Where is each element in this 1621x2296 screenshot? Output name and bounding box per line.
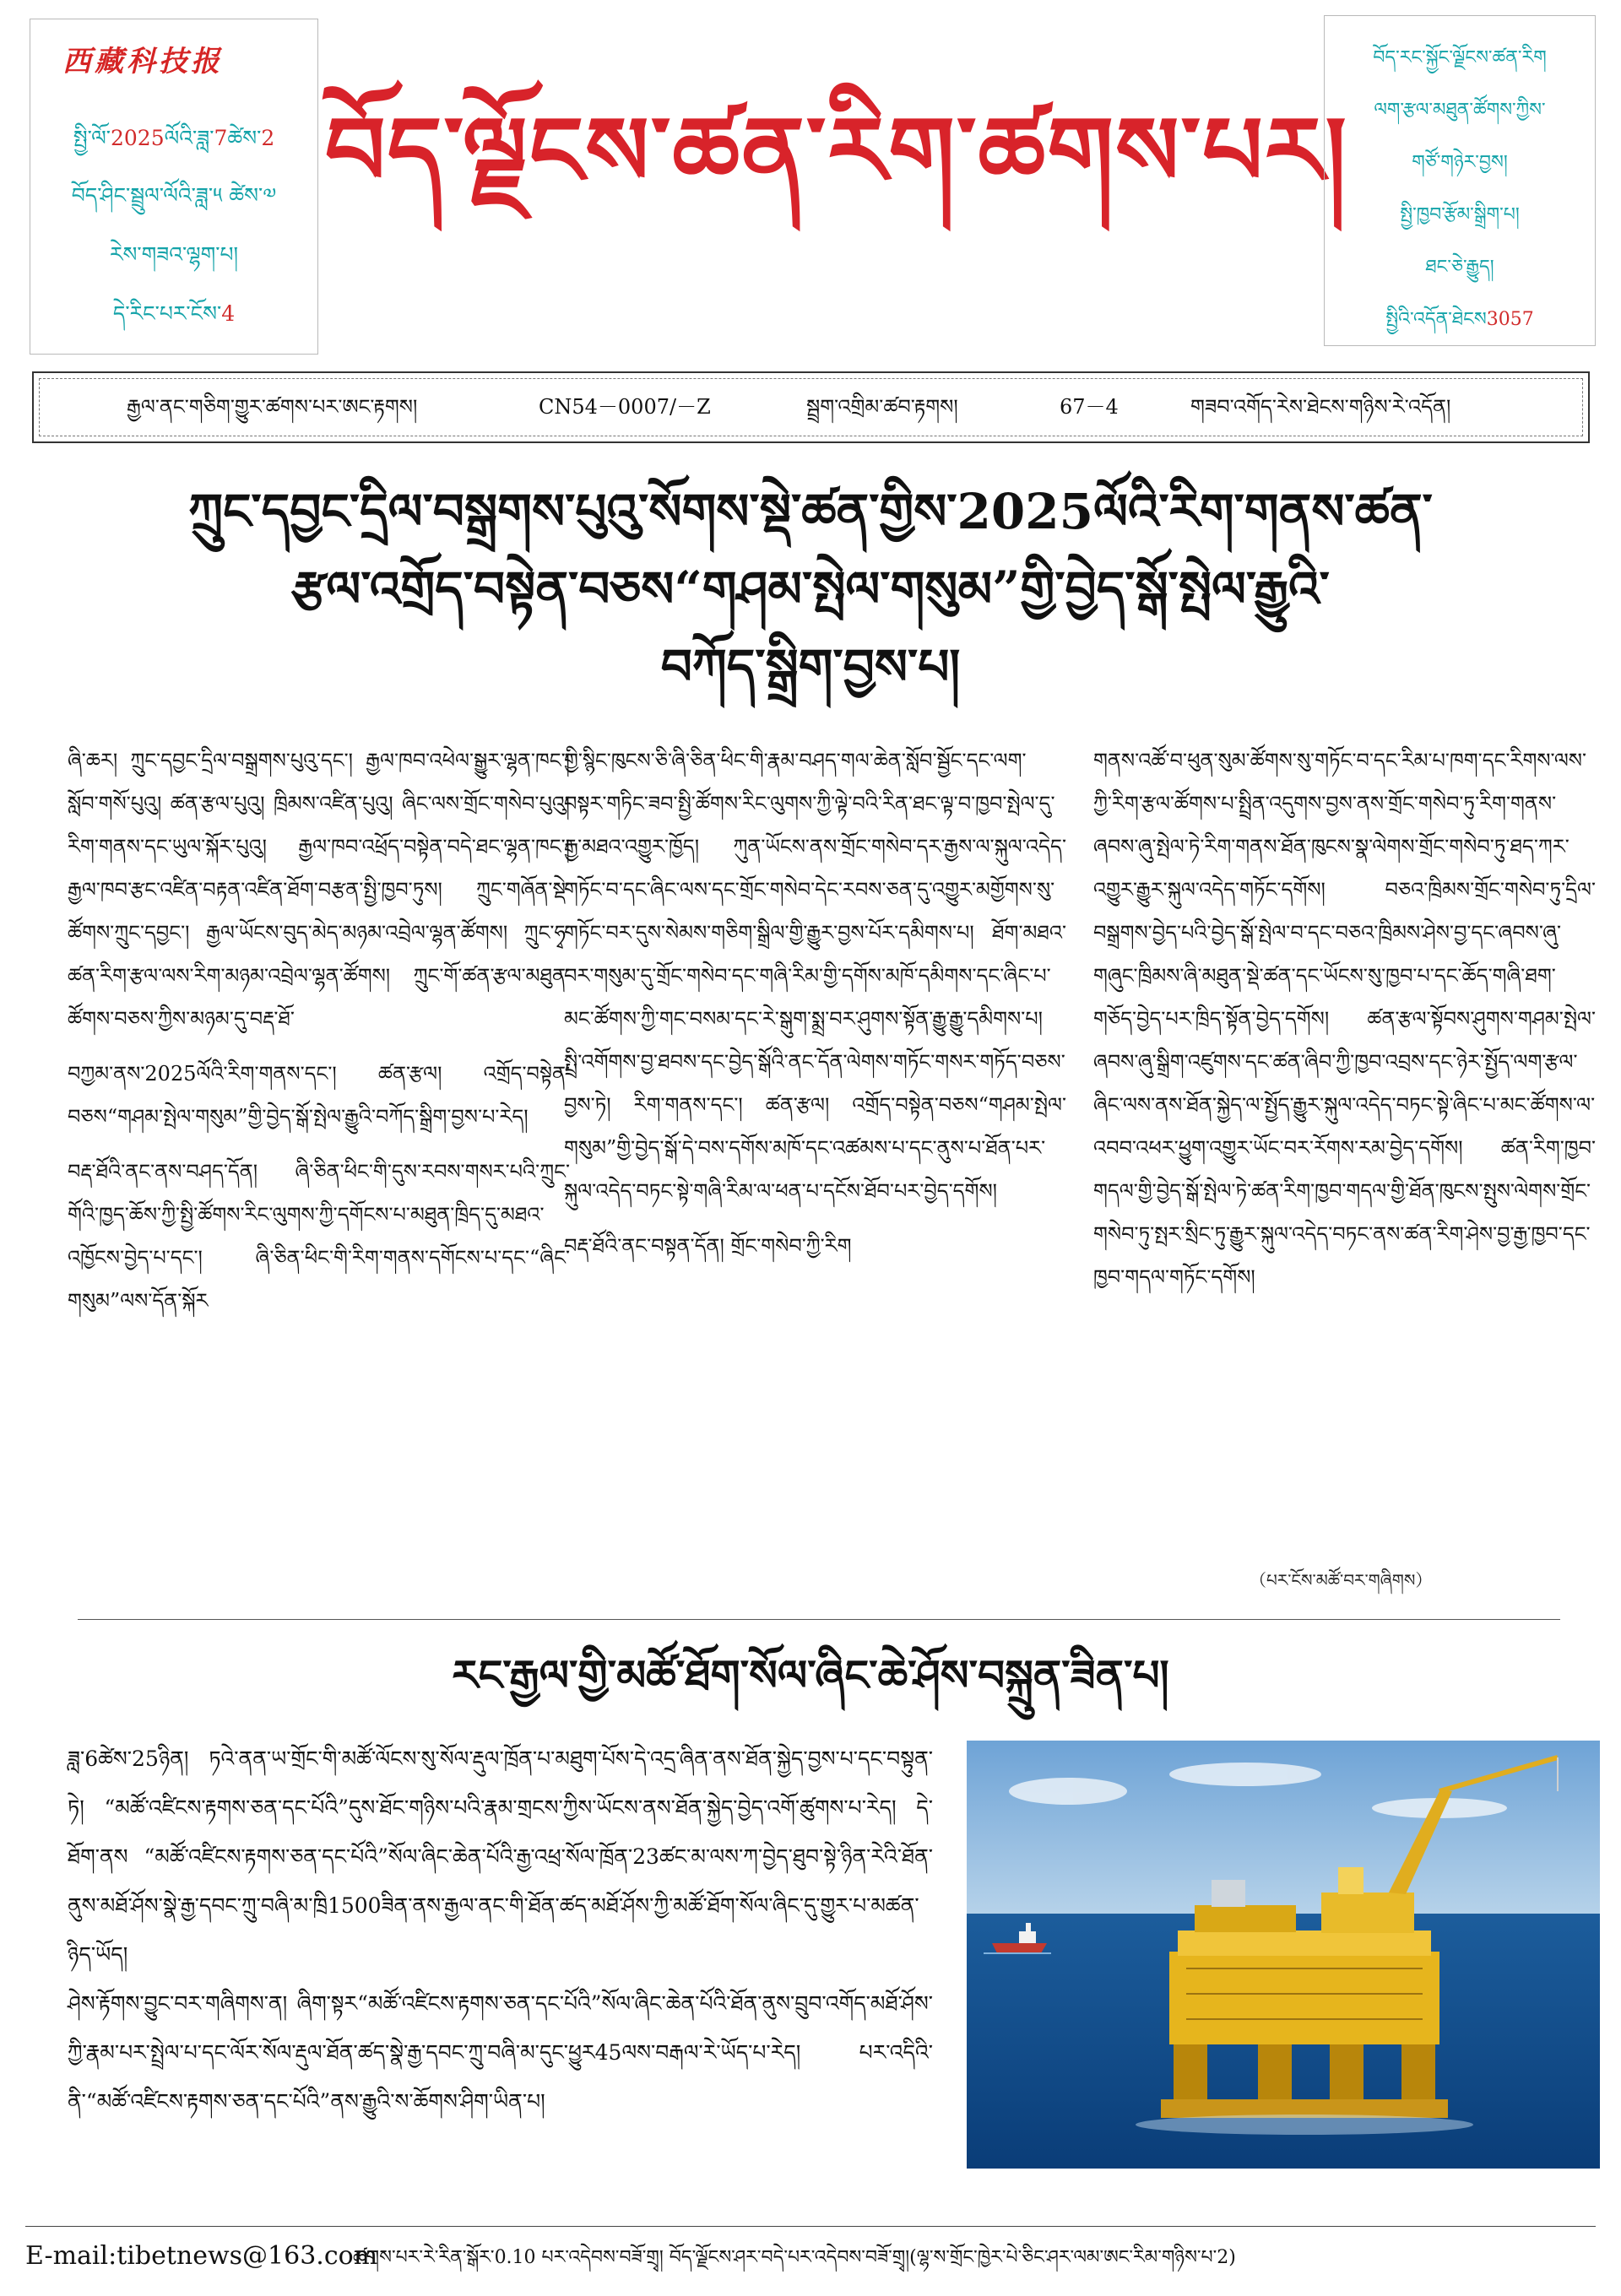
issue-month: 7 [214, 126, 228, 150]
domestic-serial-label: རྒྱལ་ནང་གཅིག་གྱུར་ཚགས་པར་ཨང་རྟགས། [127, 395, 418, 419]
offshore-platform-illustration [967, 1741, 1600, 2169]
issue-day-label: ཚེས་ [227, 126, 262, 150]
issue-date [30, 114, 317, 174]
article-paragraph: བརྡ་ཐོའི་ནང་ནས་བཤད་དོན། ཞི་ཅིན་ཕིང་གི་དུས་རབས་གསར་པའི་ཀྲུང་གོའི་ཁྱད་ཆོས་ཀྱི་སྤྱི་ཚོགས་རིང་ལུགས་ཀྱི་དགོངས་པ་མཐུན་ཁྲིད་དུ་མཐའ་འཁྱོངས་བྱེད་པ་དང་། ཞི་ཅིན་ཕིང་གི་རིག་གནས་དགོངས་པ་དང་“ཞིང་གསུམ”ལས་དོན་སྐོར [68, 1160, 570, 1313]
footer-divider [25, 2226, 1596, 2227]
total-issue-value: 3057 [1486, 309, 1534, 330]
issue-month-label: ལོའི་ཟླ་ [164, 126, 214, 150]
masthead-title [325, 30, 1348, 274]
issue-year: 2025 [111, 126, 165, 150]
issue-date-label: སྤྱི་ལོ་ [73, 126, 111, 150]
story-paragraph: ཟླ་6ཚེས་25ཉིན། ཏའེ་ནན་ཡ་གྲོང་གི་མཚོ་ལོངས་སུ་སོལ་རྡུལ་ཁྲོན་པ་མཐུག་པོས་དེ་འདྲ་ཞིན་ནས་ཐོན་སྐྱེད་བྱས་པ་དང་བསྟུན་ཏེ། “མཚོ་འཛིངས་རྟགས་ཅན་དང་པོའི”དུས་ཐོང་གཉིས་པའི་རྣམ་གྲངས་ཀྱིས་ཡོངས་ནས་ཐོན་སྐྱེད་བྱེད་འགོ་ཚུགས་པ་རེད། དེ་ཐོག་ནས “མཚོ་འཛིངས་རྟགས་ཅན་དང་པོའི”སོལ་ཞིང་ཆེན་པོའི་རྒྱ་འཕྲ་སོལ་ཁྲོན་23ཚང་མ་ལས་ཀ་བྱེད་ཐུབ་སྟེ་ཉིན་རེའི་ཐོན་ནུས་མཐོ་ཤོས་སྣེ་རྒྱ་དབང་ཀྲུ་བཞི་མ་ཁྲི1500ཟིན་ནས་རྒྱལ་ནང་གི་ཐོན་ཚད་མཐོ་ཤོས་ཀྱི་མཚོ་ཐོག་སོལ་ཞིང་དུ་གྱུར་པ་མཚན་ཉིད་ཡོད། [68, 1746, 933, 1967]
price-label: ཚགས་པར་རེ་རིན་སྒོར་ [353, 2247, 495, 2268]
article-paragraph: བརྡ་ཐོའི་ནང་བསྟན་དོན། གྲོང་གསེབ་ཀྱི་རིག [564, 1234, 852, 1258]
article-paragraph: ཞི་ཆར། ཀྲུང་དབྱང་དྲིལ་བསྒྲགས་པུའུ་དང་། རྒྱལ་ཁབ་འཕེལ་སྒྱུར་ལྷན་ཁང་། སློབ་གསོ་པུའུ། ཚན་རྩལ་པུའུ། ཁྲིམས་འཛིན་པུའུ། ཞིང་ལས་གྲོང་གསེབ་པུའུ། རིག་གནས་དང་ཡུལ་སྐོར་པུའུ། རྒྱལ་ཁབ་འཕྲོད་བསྟེན་བདེ་ཐང་ལྷན་ཁང་། རྒྱལ་ཁབ་རྩང་འཛིན་བརྟན་འཛིན་ཐོག་བརྩན་སྤྱི་ཁྱབ་ཏུས། ཀྲུང་གཞོན་སྡེ་ཚོགས་ཀྲུང་དབྱང་། རྒྱལ་ཡོངས་བུད་མེད་མཉམ་འབྲེལ་ལྷན་ཚོགས། ཀྲུང་ཧྭ་ཚན་རིག་རྩལ་ལས་རིག་མཉམ་འབྲེལ་ལྷན་ཚོགས། ཀྲུང་གོ་ཚན་རྩལ་མཐུན་ཚོགས་བཅས་ཀྱིས་མཉམ་དུ་བརྡ་ཐོ་ [68, 749, 570, 1031]
article-column-1 [68, 739, 570, 1335]
publisher-info-box [1324, 15, 1596, 346]
tibetan-date: བོད་ཤིང་སྦྲུལ་ལོའི་ཟླ་༥ ཚེས་༧ [71, 183, 277, 208]
printer-info: པར་འདེབས་བཟོ་གྲྭ། བོད་ལྗོངས་ཤར་བདེ་པར་འདེབས་བཟོ་གྲྭ།(ལྷ་ས་གྲོང་ཁྱེར་པེ་ཅིང་ཤར་ལམ་ཨང་རིམ་གཉིས་པ་2) [541, 2247, 1236, 2268]
publication-frequency: གཟབ་འགོད་རེས་ཐེངས་གཉིས་རེ་འདོན། [1190, 395, 1451, 419]
headline-line-2: རྩལ་འགྲོད་བསྟེན་བཅས“གཤམ་སྤེལ་གསུམ”གྱི་བྱེད་སྒོ་སྤེལ་རྒྱུའི་ [291, 560, 1330, 618]
postal-code-label: སྦྲག་འགྲིམ་ཚབ་རྟགས། [806, 395, 958, 419]
editor-in-chief-label: སྤྱི་ཁྱབ་རྩོམ་སྒྲིག་པ། [1400, 204, 1520, 225]
issue-day: 2 [261, 126, 275, 150]
page-count [30, 290, 317, 349]
price-value: 0.10 [494, 2247, 536, 2268]
second-headline: རང་རྒྱལ་གྱི་མཚོ་ཐོག་སོལ་ཞིང་ཆེ་ཤོས་བསྐྲུན་ཟིན་པ། [452, 1650, 1169, 1700]
article-paragraph: བཀྱམ་ནས་2025ལོའི་རིག་གནས་དང་། ཚན་རྩལ། འགྲོད་བསྟེན་བཅས“གཤམ་སྤེལ་གསུམ”གྱི་བྱེད་སྒོ་སྤེལ་རྒྱུའི་བཀོད་སྒྲིག་བྱས་པ་རེད། [68, 1062, 570, 1129]
postal-code-number: 67－4 [1060, 395, 1119, 419]
total-issue-label: སྤྱིའི་འདོན་ཐེངས [1385, 309, 1487, 330]
publisher-line-2: ལག་རྩལ་མཐུན་ཚོགས་ཀྱིས་ [1374, 100, 1546, 121]
chinese-subtitle: 西藏科技报 [62, 45, 223, 79]
page-count-value: 4 [221, 301, 236, 326]
section-divider [78, 1619, 1560, 1620]
contact-email: E-mail:tibetnews@163.com [25, 2241, 378, 2271]
page-count-label: དེ་རིང་པར་ངོས་ [112, 301, 222, 326]
issue-info-box [30, 19, 318, 355]
footer-note [353, 2241, 1594, 2275]
article-paragraph: གནས་འཚོ་བ་ཕུན་སུམ་ཚོགས་སུ་གཏོང་བ་དང་རིམ་པ་ཁག་དང་རིགས་ལས་ཀྱི་རིག་རྩལ་ཚོགས་པ་སྤྲིན་འདུགས་བྱས་ནས་གྲོང་གསེབ་ཏུ་རིག་གནས་ཞབས་ཞུ་སྤེལ་ཏེ་རིག་གནས་ཐོན་ཁུངས་སྣ་ལེགས་གྲོང་གསེབ་ཏུ་ཐད་ཀར་འགྱུར་རྒྱུར་སྐུལ་འདེད་གཏོང་དགོས། བཅའ་ཁྲིམས་གྲོང་གསེབ་ཏུ་དྲིལ་བསྒྲགས་བྱེད་པའི་བྱེད་སྒོ་སྤེལ་བ་དང་བཅའ་ཁྲིམས་ཤེས་བྱ་དང་ཞབས་ཞུ་གཞུང་ཁྲིམས་ཞི་མཐུན་སྡེ་ཚན་དང་ཡོངས་སུ་ཁྱབ་པ་དང་ཆོད་གཞི་ཐག་གཅོད་བྱེད་པར་ཁྲིད་སྟོན་བྱེད་དགོས། ཚན་རྩལ་སྟོབས་ཤུགས་གཤམ་སྤེལ་ཞབས་ཞུ་སྒྲིག་འཛུགས་དང་ཚན་ཞིབ་ཀྱི་ཁྱབ་འབྲས་དང་ཉེར་སྤྱོད་ལག་རྩལ་ཞིང་ལས་ནས་ཐོན་སྐྱེད་ལ་སྤྱོད་རྒྱུར་སྐུལ་འདེད་བཏང་སྟེ་ཞིང་པ་མང་ཚོགས་ལ་འབབ་འཕར་ཕྱུག་འགྱུར་ཡོང་བར་རོགས་རམ་བྱེད་དགོས། ཚན་རིག་ཁྱབ་གདལ་གྱི་བྱེད་སྒོ་སྤེལ་ཏེ་ཚན་རིག་ཁྱབ་གདལ་གྱི་ཐོན་ཁུངས་སྤུས་ལེགས་གྲོང་གསེབ་ཏུ་སྤར་སྲིང་ཏུ་རྒྱུར་སྐུལ་འདེད་བཏང་ནས་ཚན་རིག་ཤེས་བྱ་རྒྱ་ཁྱབ་དང་ཁྱབ་གདལ་གཏོང་དགོས། [1093, 749, 1596, 1289]
masthead-title-text: བོད་ལྗོངས་ཚན་རིག་ཚགས་པར། [325, 96, 1348, 207]
headline-line-3: བཀོད་སྒྲིག་བྱས་པ། [660, 638, 961, 696]
story-paragraph: ཤེས་རྟོགས་བྱུང་བར་གཞིགས་ན། ཞིག་སྟར“མཚོ་འཛིངས་རྟགས་ཅན་དང་པོའི”སོལ་ཞིང་ཆེན་པོའི་ཐོན་ནུས་བྲུབ་འགོད་མཐོ་ཤོས་ཀྱི་རྣམ་པར་སྤྲེལ་པ་དང་ལོར་སོལ་རྡུལ་ཐོན་ཚད་སྣེ་རྒྱ་དབང་ཀྲུ་བཞི་མ་དུང་ཕྱུར45ལས་བརྒལ་རེ་ཡོད་པ་རེད། པར་འདིའི་ནི་“མཚོ་འཛིངས་རྟགས་ཅན་དང་པོའི”ནས་རྒྱུའི་ས་ཆོགས་ཤིག་ཡིན་པ། [68, 1991, 933, 2114]
domestic-serial-number: CN54－0007/－Z [539, 395, 711, 419]
article-column-2 [564, 739, 1066, 1280]
headline-line-1: ཀྲུང་དབྱང་དྲིལ་བསྒྲགས་པུའུ་སོགས་སྡེ་ཚན་གྱིས་2025ལོའི་རིག་གནས་ཚན་ [188, 483, 1433, 540]
offshore-platform-photo [967, 1741, 1600, 2169]
article-paragraph: གྱི་སྙིང་ཁུངས་ཅི་ཞི་ཅིན་ཕིང་གི་རྣམ་བཤད་གལ་ཆེན་སློབ་སྦྱོང་དང་ལག་བསྟར་གཏིང་ཟབ་སྤྱི་ཚོགས་རིང་ལུགས་ཀྱི་ལྟེ་བའི་རིན་ཐང་ལྟ་བ་ཁྱབ་སྤེལ་དུ་རྒྱ་མཐའ་འགྱུར་ཁྱོད། ཀུན་ཡོངས་ནས་གྲོང་གསེབ་དར་རྒྱས་ལ་སྐུལ་འདེད་གཏོང་བ་དང་ཞིང་ལས་དང་གྲོང་གསེབ་དེང་རབས་ཅན་དུ་འགྱུར་མགྱོགས་སུ་གཏོང་བར་དུས་སེམས་གཅིག་སྒྲིལ་གྱི་རྒྱུར་བྱས་པོར་དམིགས་པ། ཐོག་མཐའ་བར་གསུམ་དུ་གྲོང་གསེབ་དང་གཞི་རིམ་གྱི་དགོས་མཁོ་དམིགས་དང་ཞིང་པ་མང་ཚོགས་ཀྱི་གང་བསམ་དང་རེ་སྒུག་སྨྲ་བར་ཤུགས་སྟོན་རྒྱུ་རྒྱུ་དམིགས་པ། སྤྲི་འགོགས་བྱ་ཐབས་དང་བྱེད་སྒོའི་ནང་དོན་ལེགས་གཏོང་གསར་གཏོད་བཅས་བྱས་ཏེ། རིག་གནས་དང་། ཚན་རྩལ། འགྲོད་བསྟེན་བཅས“གཤམ་སྤེལ་གསུམ”གྱི་བྱེད་སྒོ་དེ་བས་དགོས་མཁོ་དང་འཚམས་པ་དང་ནུས་པ་ཐོན་པར་སྐུལ་འདེད་བཏང་སྟེ་གཞི་རིམ་ལ་ཕན་པ་དངོས་ཐོབ་པར་བྱེད་དགོས། [564, 749, 1066, 1203]
article-column-3 [1093, 739, 1596, 1311]
article-byline: （པར་ངོས་མཚོ་བར་གཞིགས） [1250, 1570, 1433, 1590]
publication-info-bar [32, 371, 1590, 443]
main-headline [34, 473, 1587, 706]
weekday: རེས་གཟའ་ལྷག་པ། [109, 242, 239, 267]
second-story-text [68, 1735, 933, 2126]
publisher-line-1: བོད་རང་སྐྱོང་ལྗོངས་ཚན་རིག [1373, 47, 1547, 68]
editor-in-chief-name: ཐང་ཅེ་རྒྱུད། [1425, 257, 1494, 278]
publisher-line-3: གཙོ་གཉེར་བྱས། [1412, 152, 1508, 173]
total-issue-number [1325, 298, 1595, 350]
